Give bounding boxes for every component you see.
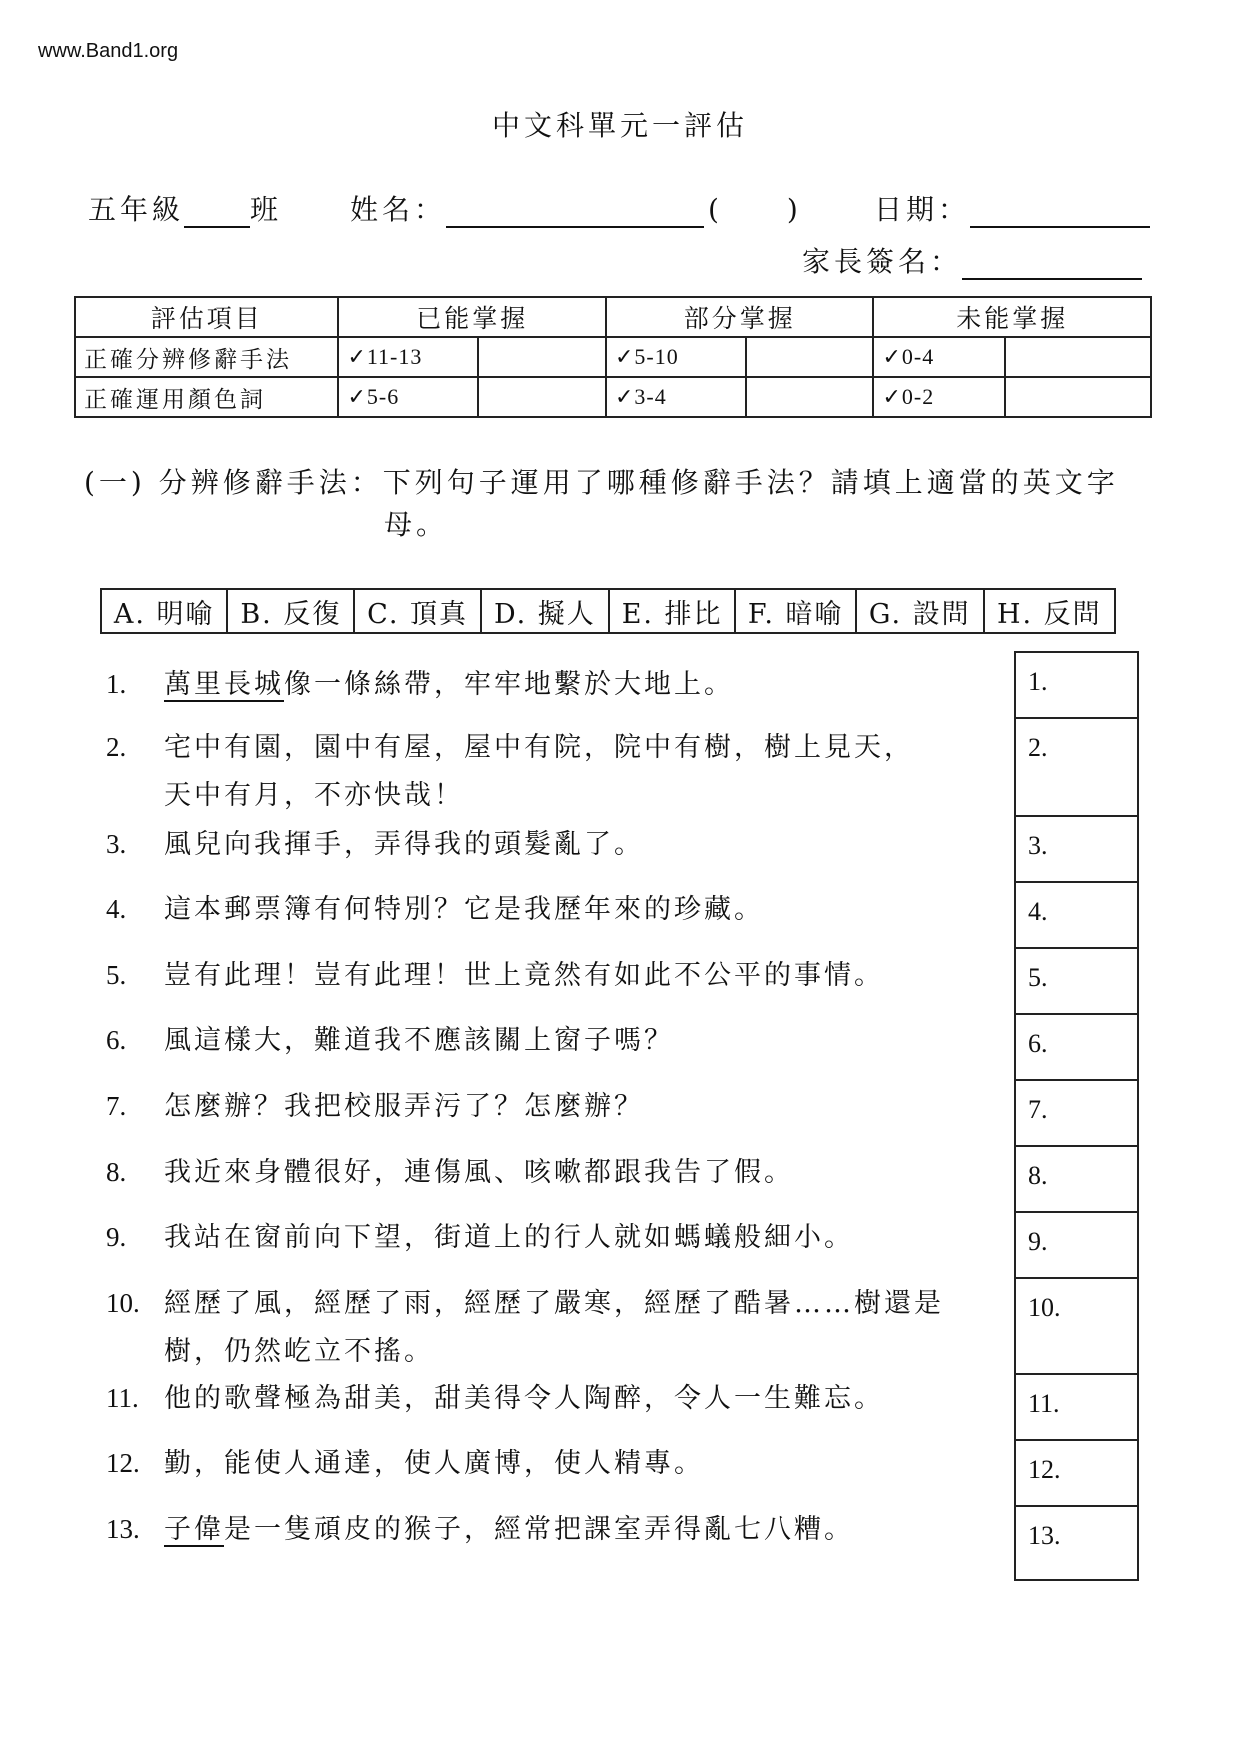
parent-signature-line xyxy=(802,240,1142,280)
answer-box-12[interactable]: 12. xyxy=(1015,1440,1138,1506)
option-b: B. 反復 xyxy=(227,589,354,633)
answer-box-5[interactable]: 5. xyxy=(1015,948,1138,1014)
date-field[interactable] xyxy=(970,200,1150,228)
assessment-table xyxy=(74,296,1152,418)
underlined-subject: 子偉 xyxy=(164,1514,224,1545)
name-field[interactable] xyxy=(446,200,704,228)
tick-box[interactable] xyxy=(1005,337,1151,377)
date-label: 日期： xyxy=(874,193,971,226)
option-a: A. 明喻 xyxy=(101,589,227,633)
underlined-subject: 萬里長城 xyxy=(164,669,284,700)
question-7: 7. 怎麼辦？我把校服弄污了？怎麼辦？ xyxy=(106,1091,644,1122)
option-c: C. 頂真 xyxy=(354,589,481,633)
criterion-partial: ✓5-10 xyxy=(606,337,746,377)
class-label: 班 xyxy=(250,193,283,226)
grade-line xyxy=(88,188,282,228)
option-e: E. 排比 xyxy=(609,589,736,633)
section-instruction xyxy=(84,462,1119,546)
option-f: F. 暗喻 xyxy=(735,589,855,633)
date-line xyxy=(874,188,1150,228)
question-8: 8. 我近來身體很好，連傷風、咳嗽都跟我告了假。 xyxy=(106,1157,794,1188)
question-5: 5. 豈有此理！豈有此理！世上竟然有如此不公平的事情。 xyxy=(106,960,884,991)
tick-box[interactable] xyxy=(1005,377,1151,417)
assessment-row xyxy=(75,377,1151,417)
option-h: H. 反問 xyxy=(984,589,1115,633)
answer-box-3[interactable]: 3. xyxy=(1015,816,1138,882)
criterion-mastered: ✓5-6 xyxy=(338,377,478,417)
answer-box-1[interactable]: 1. xyxy=(1015,652,1138,718)
answer-box-9[interactable]: 9. xyxy=(1015,1212,1138,1278)
question-12: 12. 勤，能使人通達，使人廣博，使人精專。 xyxy=(106,1448,704,1479)
answer-box-8[interactable]: 8. xyxy=(1015,1146,1138,1212)
criterion-not-mastered: ✓0-2 xyxy=(873,377,1005,417)
question-10: 10. 經歷了風，經歷了雨，經歷了嚴寒，經歷了酷暑……樹還是 樹，仍然屹立不搖。 xyxy=(106,1288,944,1367)
assessment-row xyxy=(75,337,1151,377)
question-3: 3. 風兒向我揮手，弄得我的頭髮亂了。 xyxy=(106,829,644,860)
question-1: 1. 萬里長城像一條絲帶，牢牢地繫於大地上。 xyxy=(106,669,734,700)
name-label: 姓名： xyxy=(350,193,447,226)
instruction-line-2: 母。 xyxy=(384,508,449,541)
criterion-partial: ✓3-4 xyxy=(606,377,746,417)
answer-box-7[interactable]: 7. xyxy=(1015,1080,1138,1146)
assessment-item: 正確運用顏色詞 xyxy=(75,377,338,417)
page-title: 中文科單元一評估 xyxy=(491,109,748,142)
answer-box-10[interactable]: 10. xyxy=(1015,1278,1138,1374)
answer-box-2[interactable]: 2. xyxy=(1015,718,1138,816)
question-13: 13. 子偉是一隻頑皮的猴子，經常把課室弄得亂七八糟。 xyxy=(106,1514,854,1545)
header-item: 評估項目 xyxy=(75,297,338,337)
question-11: 11. 他的歌聲極為甜美，甜美得令人陶醉，令人一生難忘。 xyxy=(106,1383,884,1414)
tick-box[interactable] xyxy=(746,377,874,417)
question-9: 9. 我站在窗前向下望，街道上的行人就如螞蟻般細小。 xyxy=(106,1222,854,1253)
grade-label: 五年級 xyxy=(88,193,185,226)
header-not-mastered: 未能掌握 xyxy=(873,297,1151,337)
parent-signature-label: 家長簽名： xyxy=(802,245,963,278)
parent-signature-field[interactable] xyxy=(962,252,1142,280)
answer-box-11[interactable]: 11. xyxy=(1015,1374,1138,1440)
site-watermark: www.Band1.org xyxy=(38,40,179,62)
tick-box[interactable] xyxy=(746,337,874,377)
class-field[interactable] xyxy=(184,200,250,228)
header-mastered: 已能掌握 xyxy=(338,297,606,337)
class-number-paren: ( ) xyxy=(708,193,802,226)
assessment-item: 正確分辨修辭手法 xyxy=(75,337,338,377)
option-g: G. 設問 xyxy=(856,589,984,633)
question-2: 2. 宅中有園，園中有屋，屋中有院，院中有樹，樹上見天， 天中有月，不亦快哉！ xyxy=(106,732,914,811)
answer-box-13[interactable]: 13. xyxy=(1015,1506,1138,1580)
instruction-line-1: (一) 分辨修辭手法：下列句子運用了哪種修辭手法？請填上適當的英文字 xyxy=(84,466,1119,499)
rhetoric-options xyxy=(100,588,1116,634)
answer-box-4[interactable]: 4. xyxy=(1015,882,1138,948)
tick-box[interactable] xyxy=(478,337,606,377)
option-d: D. 擬人 xyxy=(481,589,609,633)
question-4: 4. 這本郵票簿有何特別？它是我歷年來的珍藏。 xyxy=(106,894,764,925)
tick-box[interactable] xyxy=(478,377,606,417)
criterion-mastered: ✓11-13 xyxy=(338,337,478,377)
header-partial: 部分掌握 xyxy=(606,297,874,337)
question-6: 6. 風這樣大，難道我不應該關上窗子嗎？ xyxy=(106,1025,674,1056)
criterion-not-mastered: ✓0-4 xyxy=(873,337,1005,377)
name-line xyxy=(350,188,704,228)
answer-box-6[interactable]: 6. xyxy=(1015,1014,1138,1080)
answer-column xyxy=(1014,651,1139,1581)
